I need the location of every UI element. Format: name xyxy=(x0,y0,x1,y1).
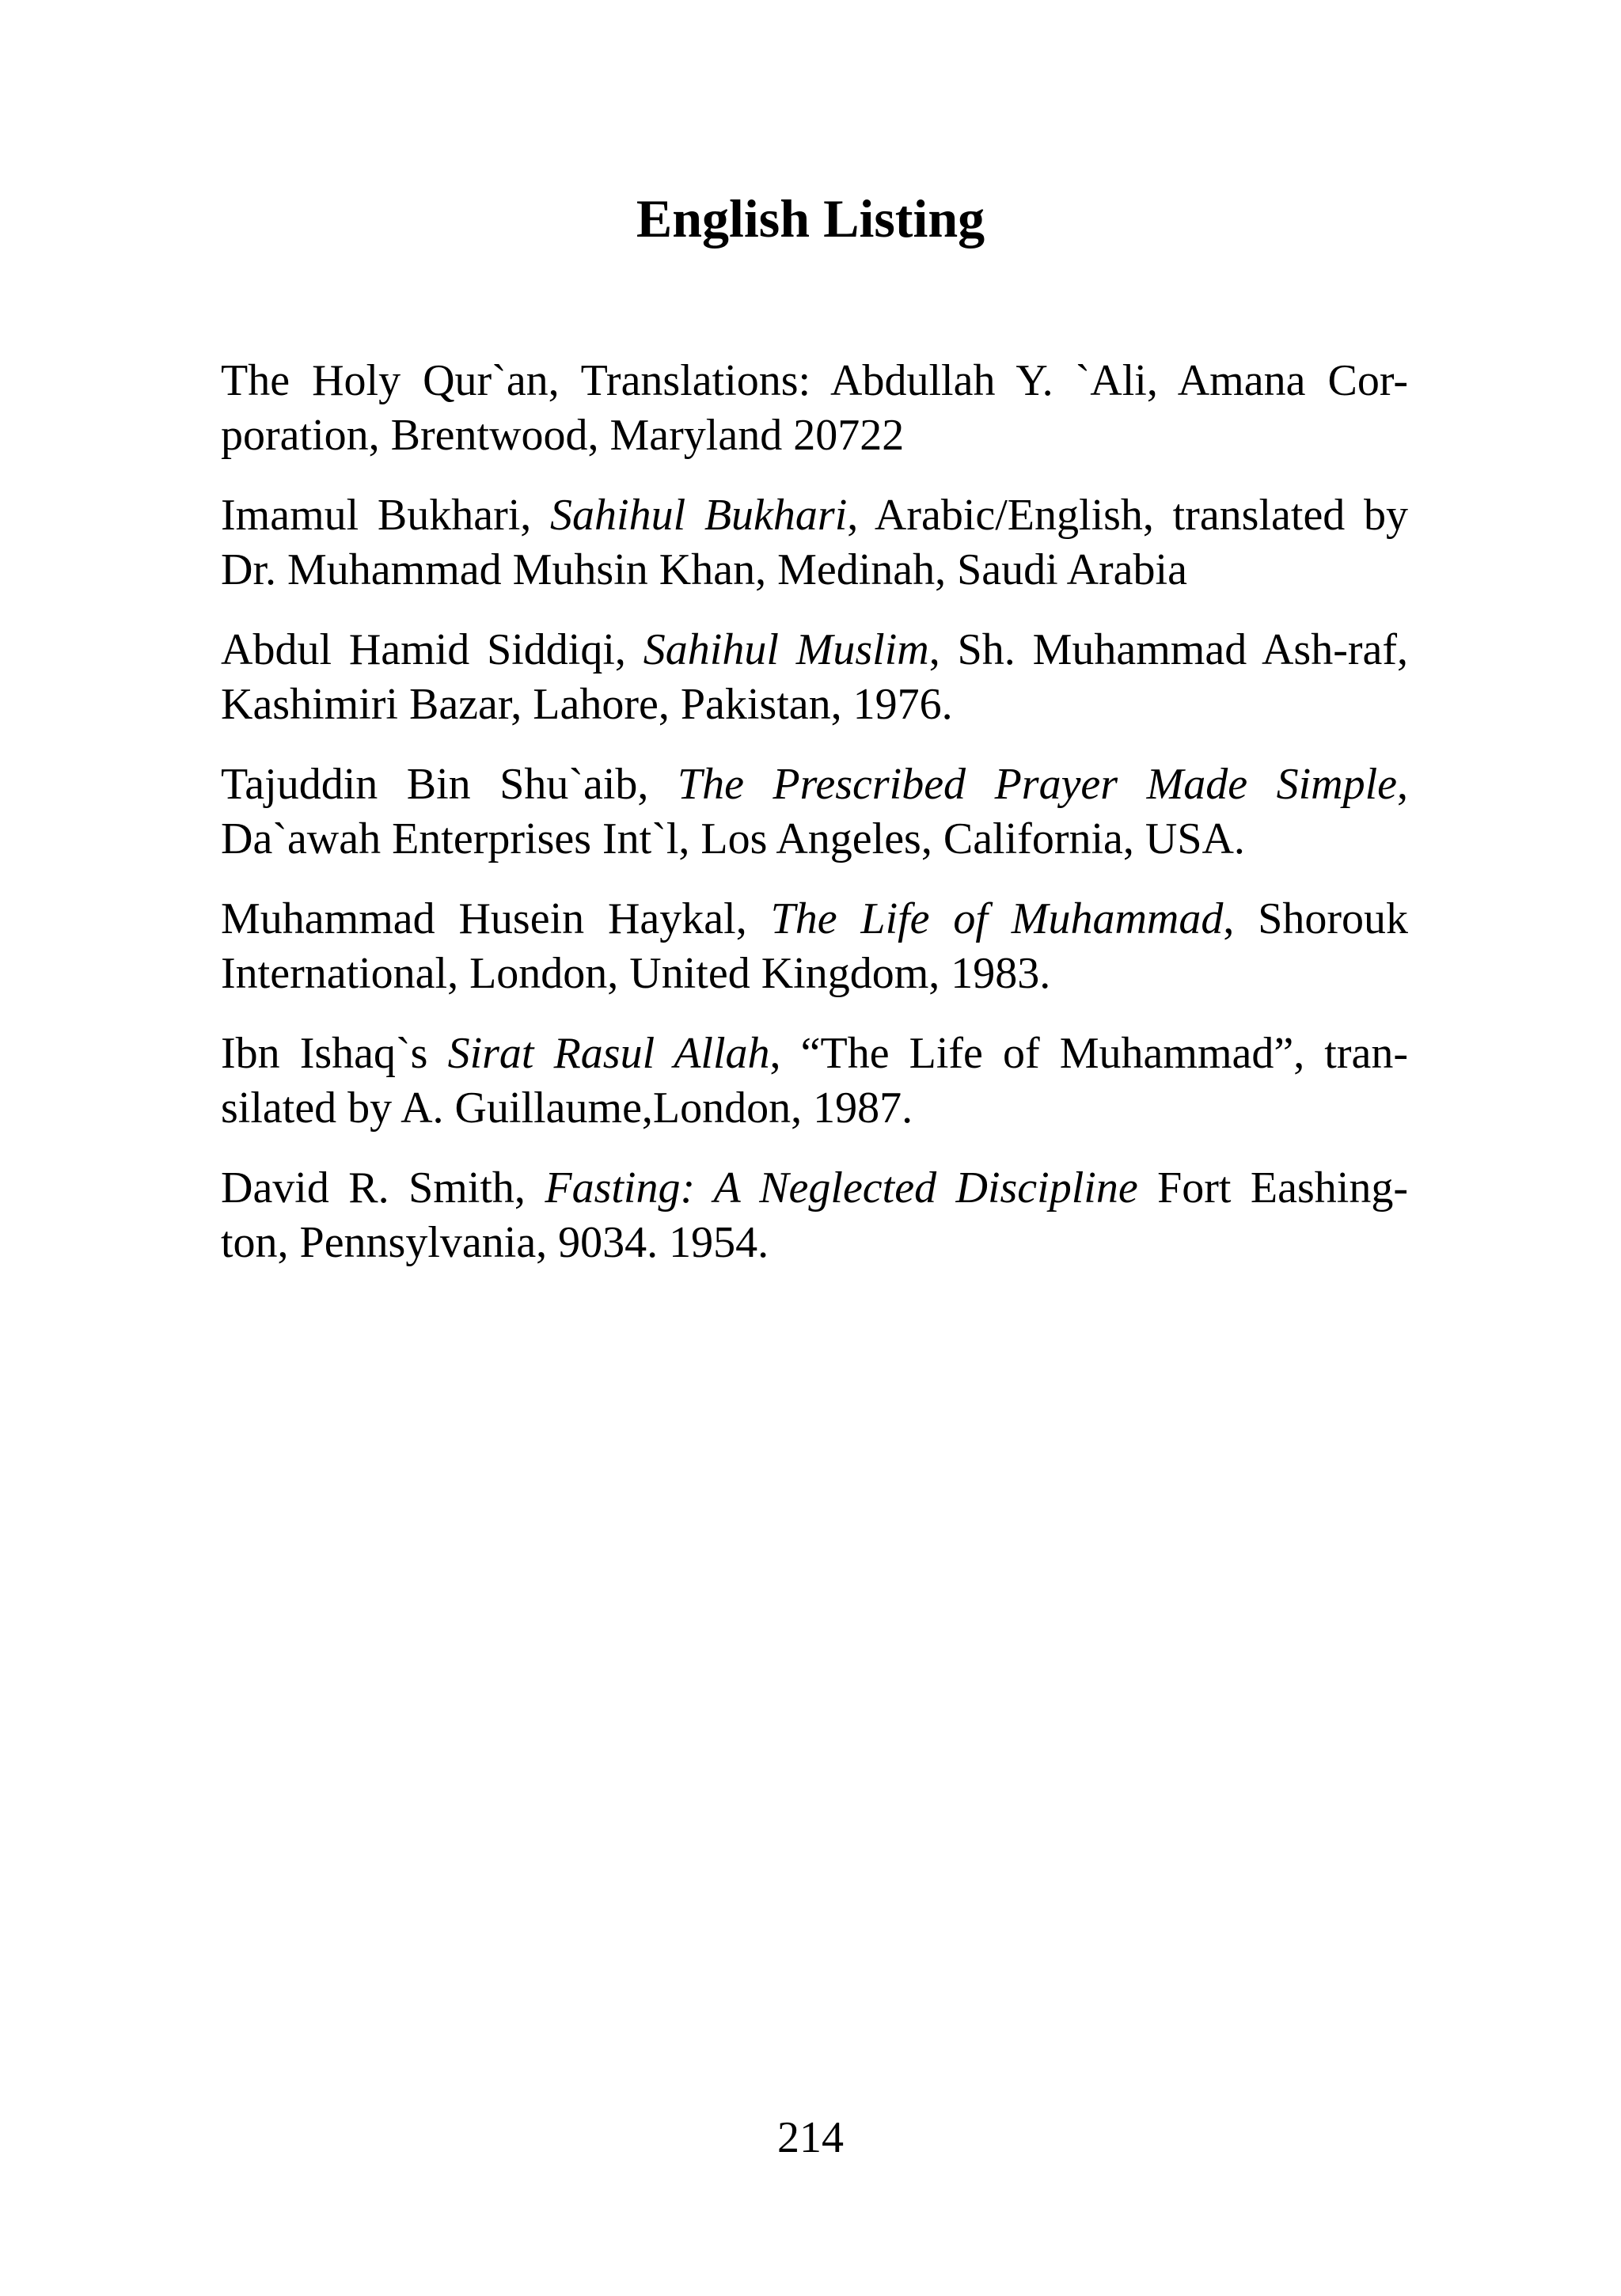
entry-title: Sirat Rasul Allah xyxy=(447,1029,770,1078)
bibliography-entry xyxy=(221,892,1408,1001)
bibliography-entry xyxy=(221,757,1408,867)
page-title: English Listing xyxy=(636,188,985,249)
entry-details: , “The Life of Muhammad”, tran-silated by A. Guillaume,London, 1987. xyxy=(221,1029,1409,1133)
bibliography-entry xyxy=(221,623,1408,732)
bibliography-entry xyxy=(221,1027,1408,1136)
entry-details: , Da`awah Enterprises Int`l, Los Angeles, California, USA. xyxy=(221,760,1409,863)
entry-author: Ibn Ishaq`s xyxy=(221,1029,448,1078)
bibliography-entry xyxy=(221,1161,1408,1270)
entry-title: Sahihul Bukhari xyxy=(550,491,848,540)
entry-details: Fort Eashing-ton, Pennsylvania, 9034. 1954. xyxy=(221,1163,1408,1267)
entry-author: Imamul Bukhari, xyxy=(221,491,551,540)
entry-author: Tajuddin Bin Shu`aib, xyxy=(221,760,678,809)
entry-title: Sahihul Muslim xyxy=(643,625,929,674)
entry-author: Abdul Hamid Siddiqi, xyxy=(221,625,643,674)
entry-title: The Life of Muhammad xyxy=(770,894,1224,943)
bibliography-list xyxy=(221,354,1408,1296)
entry-text: The Holy Qur`an, Translations: Abdullah Y. `Ali, Amana Cor-poration, Brentwood, Maryland 20722 xyxy=(221,356,1408,460)
bibliography-entry xyxy=(221,354,1408,463)
page-number: 214 xyxy=(777,2113,844,2162)
entry-details: , Shorouk International, London, United Kingdom, 1983. xyxy=(221,894,1408,998)
entry-author: David R. Smith, xyxy=(221,1163,545,1213)
entry-author: Muhammad Husein Haykal, xyxy=(221,894,771,943)
entry-title: Fasting: A Neglected Discipline xyxy=(545,1163,1138,1213)
bibliography-entry xyxy=(221,488,1408,598)
entry-details: , Arabic/English, translated by Dr. Muhammad Muhsin Khan, Medinah, Saudi Arabia xyxy=(221,491,1409,594)
entry-details: , Sh. Muhammad Ash-raf, Kashimiri Bazar, Lahore, Pakistan, 1976. xyxy=(221,625,1408,729)
entry-title: The Prescribed Prayer Made Simple xyxy=(677,760,1398,809)
